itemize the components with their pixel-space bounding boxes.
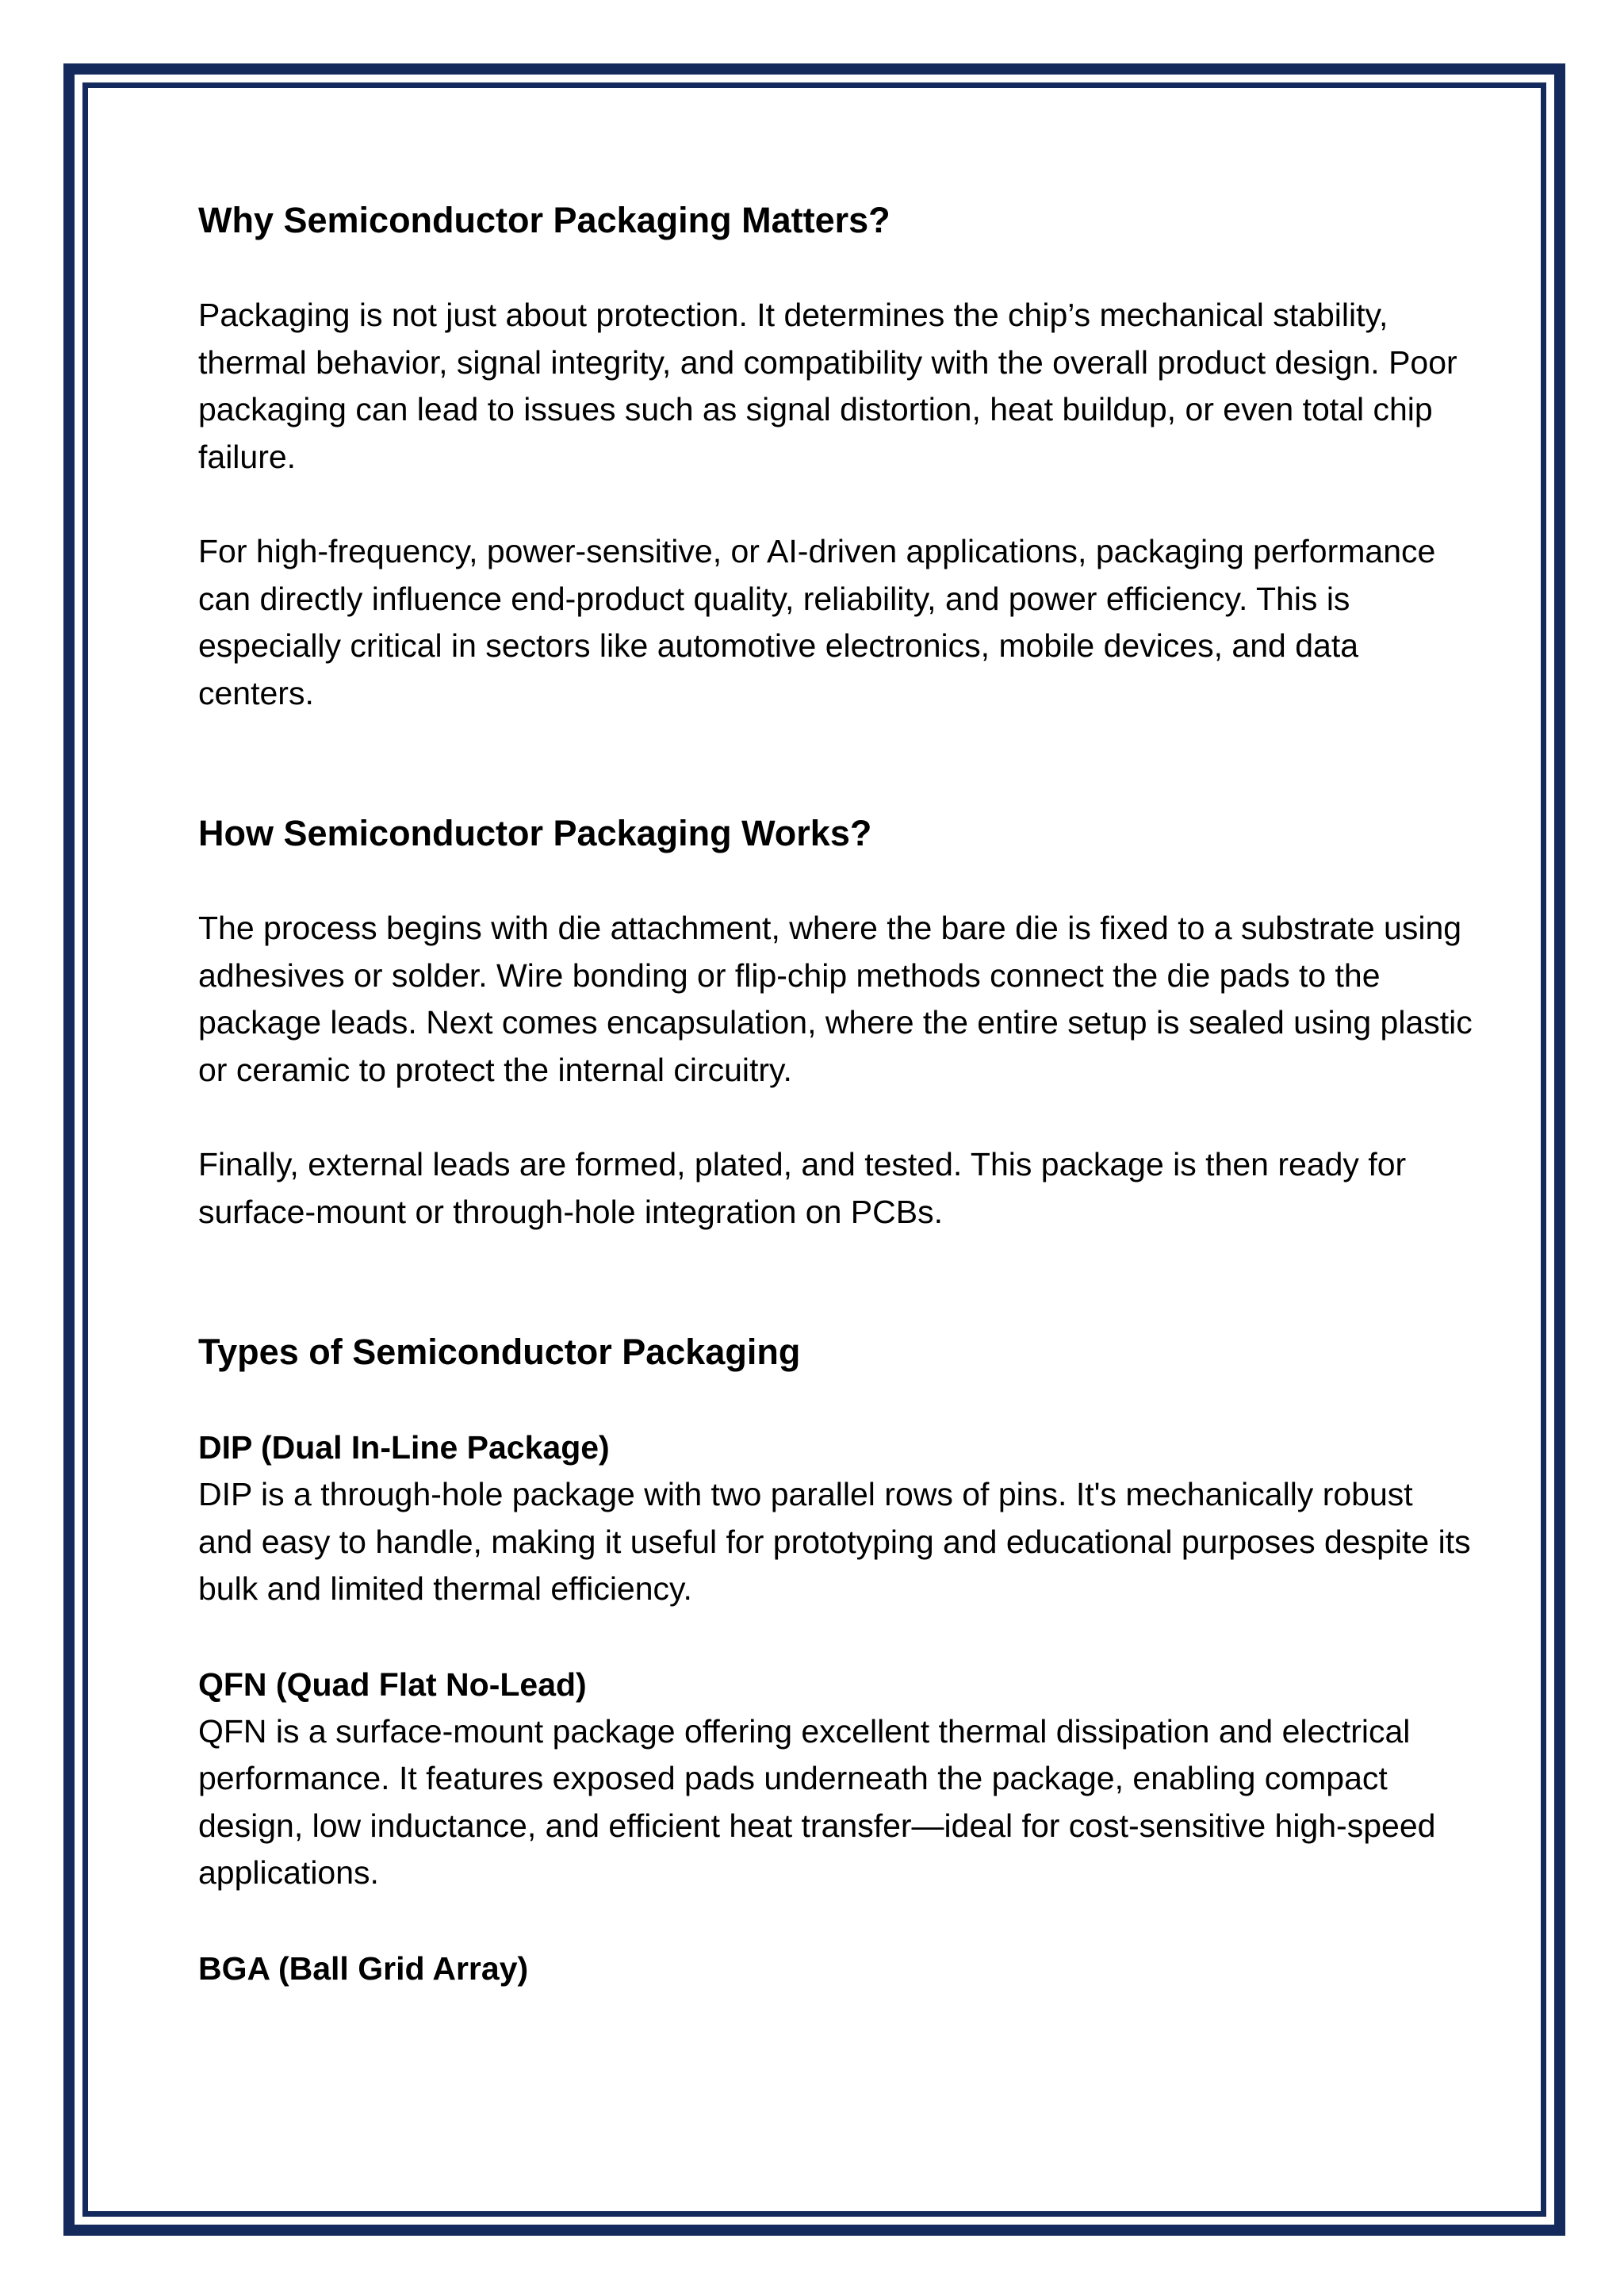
section-heading-types-of-packaging: Types of Semiconductor Packaging — [198, 1332, 801, 1372]
package-type-description-qfn: QFN is a surface-mount package offering excellent thermal dissipation and electrical performance. It features exposed pads underneath the package, enabling compact design, low inductance, and efficient heat transfer—ideal for cost-sensitive high-speed applications. — [198, 1712, 1436, 1891]
package-type-name-dip: DIP (Dual In-Line Package) — [198, 1429, 610, 1466]
paragraph: For high-frequency, power-sensitive, or AI-driven applications, packaging performance can directly influence end-product quality, reliability, and power efficiency. This is especially critical in sectors like automotive electronics, mobile devices, and data centers. — [198, 533, 1436, 711]
paragraph: Finally, external leads are formed, plated, and tested. This package is then ready for surface-mount or through-hole integration on PCBs. — [198, 1146, 1407, 1230]
paragraph: Packaging is not just about protection. It determines the chip’s mechanical stability, thermal behavior, signal integrity, and compatibility with the overall product design. Poor packaging can lead to issues such as signal distortion, heat buildup, or even total chip failure. — [198, 297, 1457, 475]
package-type-name-qfn: QFN (Quad Flat No-Lead) — [198, 1665, 587, 1703]
document-body — [198, 197, 1475, 1992]
paragraph: The process begins with die attachment, where the bare die is fixed to a substrate using adhesives or solder. Wire bonding or flip-chip methods connect the die pads to the package leads. Next comes encapsulation, where the entire setup is sealed using plastic or ceramic to protect the internal circuitry. — [198, 910, 1473, 1088]
package-type-description-dip: DIP is a through-hole package with two parallel rows of pins. It's mechanically robust and easy to handle, making it useful for prototyping and educational purposes despite its bulk and limited thermal efficiency. — [198, 1476, 1471, 1607]
section-heading-how-packaging-works: How Semiconductor Packaging Works? — [198, 813, 872, 853]
section-heading-why-packaging-matters: Why Semiconductor Packaging Matters? — [198, 200, 891, 240]
package-type-name-bga: BGA (Ball Grid Array) — [198, 1949, 529, 1987]
